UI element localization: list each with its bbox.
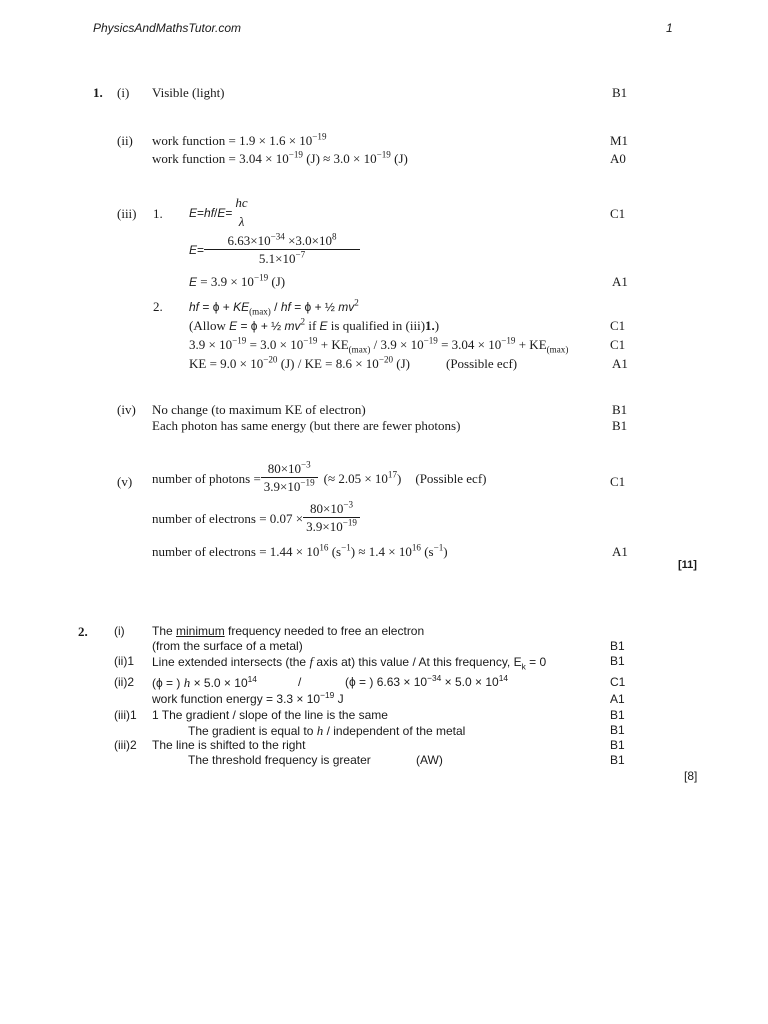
text: axis at) this value / At this frequency, E bbox=[313, 655, 522, 669]
symbol: h bbox=[316, 723, 324, 738]
symbol: E bbox=[189, 205, 198, 220]
expression: = 3.0 × 10 bbox=[246, 337, 304, 352]
expression: if bbox=[305, 318, 320, 333]
symbol: E bbox=[189, 243, 198, 258]
answer-line bbox=[152, 131, 327, 148]
fraction bbox=[232, 196, 250, 230]
expression: (≈ 2.05 × 10 bbox=[323, 470, 388, 486]
answer-text bbox=[345, 673, 509, 689]
expression: ) bbox=[443, 544, 448, 559]
denominator bbox=[261, 477, 318, 494]
mark: C1 bbox=[610, 675, 626, 689]
answer-text bbox=[152, 676, 257, 689]
exponent: −19 bbox=[312, 131, 327, 142]
text: × 5.0 × 10 bbox=[190, 676, 248, 690]
part-label: (ii)2 bbox=[114, 675, 134, 689]
exponent: 16 bbox=[319, 542, 329, 553]
subscript: k bbox=[521, 661, 526, 672]
answer-text: Each photon has same energy (but there are fewer photons) bbox=[152, 418, 461, 433]
text: = 0 bbox=[525, 655, 547, 669]
expression: ) bbox=[397, 470, 402, 486]
exponent: 14 bbox=[247, 674, 257, 684]
answer-text: No change (to maximum KE of electron) bbox=[152, 402, 366, 417]
fraction bbox=[261, 459, 318, 495]
approximation bbox=[323, 469, 402, 486]
expression: 3.9×10 bbox=[263, 479, 301, 495]
question-number: 1. bbox=[93, 85, 103, 100]
equation-line bbox=[189, 297, 359, 317]
exponent: −19 bbox=[501, 335, 516, 346]
mark: A1 bbox=[612, 544, 628, 559]
part-label: (i) bbox=[117, 85, 130, 100]
equation-line bbox=[189, 335, 569, 355]
page-number: 1 bbox=[666, 21, 673, 35]
answer-text: The threshold frequency is greater bbox=[188, 753, 371, 767]
mark: M1 bbox=[610, 133, 629, 148]
subscript: (max) bbox=[546, 344, 569, 355]
operator: = bbox=[197, 243, 205, 258]
symbol: h bbox=[183, 675, 191, 690]
expression: (J) bbox=[393, 356, 411, 371]
symbol: E bbox=[319, 319, 328, 333]
mark: C1 bbox=[610, 206, 626, 221]
expression: number of photons = bbox=[152, 470, 261, 486]
symbol: E bbox=[217, 205, 226, 220]
exponent: −19 bbox=[300, 477, 315, 488]
expression: = ϕ + ½ bbox=[290, 300, 339, 314]
exponent: −19 bbox=[320, 690, 335, 700]
symbol: hf bbox=[189, 300, 200, 314]
answer-text: 1 The gradient / slope of the line is the same bbox=[152, 708, 388, 722]
text: Line extended intersects (the bbox=[152, 655, 310, 669]
subscript: (max) bbox=[249, 306, 271, 317]
exponent: −19 bbox=[423, 335, 438, 346]
fraction bbox=[303, 499, 360, 535]
symbol: mv bbox=[338, 300, 355, 314]
fraction bbox=[204, 231, 360, 267]
sub-part-number: 2. bbox=[153, 299, 163, 314]
substitution bbox=[189, 231, 360, 267]
expression: (J) bbox=[268, 274, 286, 289]
ecf-note: (Possible ecf) bbox=[446, 356, 518, 371]
mark: B1 bbox=[610, 708, 625, 722]
electrons-line bbox=[152, 499, 360, 535]
exponent: −7 bbox=[295, 249, 306, 260]
expression: ) bbox=[434, 318, 440, 333]
operator: / bbox=[214, 205, 218, 220]
exponent: −1 bbox=[341, 542, 351, 553]
expression: = 3.9 × 10 bbox=[197, 274, 254, 289]
expression: = ϕ + bbox=[199, 300, 234, 314]
expression: (J) bbox=[390, 151, 408, 166]
answer-text bbox=[152, 625, 424, 637]
question-total: [11] bbox=[678, 559, 697, 571]
answer-text: The line is shifted to the right bbox=[152, 738, 306, 752]
numerator bbox=[265, 459, 314, 477]
exponent: −34 bbox=[270, 231, 285, 242]
mark: C1 bbox=[610, 318, 626, 333]
mark: B1 bbox=[610, 753, 625, 767]
part-label: (v) bbox=[117, 474, 133, 489]
exponent: 17 bbox=[387, 469, 398, 480]
answer-text: (from the surface of a metal) bbox=[152, 639, 303, 653]
answer-text bbox=[152, 690, 344, 706]
expression: = ϕ + ½ bbox=[237, 319, 285, 333]
part-label: (ii)1 bbox=[114, 654, 134, 668]
exponent: −19 bbox=[288, 149, 303, 160]
part-label: (i) bbox=[114, 624, 125, 638]
text: frequency needed to free an electron bbox=[224, 624, 425, 638]
question-total: [8] bbox=[684, 769, 698, 783]
ecf-note: (Possible ecf) bbox=[415, 470, 487, 486]
text: (ϕ = ) bbox=[152, 676, 184, 690]
symbol: E bbox=[229, 319, 238, 333]
expression: = 3.04 × 10 bbox=[437, 337, 502, 352]
mark: B1 bbox=[610, 639, 625, 653]
mark: C1 bbox=[610, 474, 626, 489]
mark: A0 bbox=[610, 151, 626, 166]
expression: + KE bbox=[515, 337, 547, 352]
exponent: −19 bbox=[303, 335, 318, 346]
exponent: 2 bbox=[300, 316, 306, 327]
exponent: −3 bbox=[301, 459, 311, 470]
expression: 80×10 bbox=[267, 461, 302, 476]
numerator bbox=[225, 231, 340, 249]
exponent: −19 bbox=[232, 335, 247, 346]
sub-part-number: 1. bbox=[153, 206, 163, 221]
symbol: E bbox=[189, 275, 198, 289]
mark: B1 bbox=[612, 85, 628, 100]
exponent: −20 bbox=[378, 354, 394, 365]
aw-note: (AW) bbox=[416, 753, 443, 767]
part-label: (iv) bbox=[117, 402, 136, 417]
numerator: hc bbox=[235, 195, 248, 210]
exponent: −19 bbox=[376, 149, 391, 160]
exponent: −19 bbox=[253, 272, 269, 283]
text: J bbox=[334, 692, 344, 706]
reference: 1. bbox=[425, 318, 435, 333]
mark: B1 bbox=[610, 723, 625, 737]
answer-text bbox=[152, 654, 547, 672]
emphasis: minimum bbox=[176, 624, 225, 638]
denominator: λ bbox=[238, 214, 245, 230]
operator: = bbox=[197, 205, 205, 220]
exponent: −19 bbox=[342, 517, 357, 528]
exponent: −34 bbox=[427, 673, 442, 683]
part-label: (ii) bbox=[117, 133, 133, 148]
expression: 80×10 bbox=[310, 501, 344, 516]
part-label: (iii)2 bbox=[114, 738, 137, 752]
symbol: mv bbox=[284, 319, 301, 333]
expression: (s bbox=[420, 544, 434, 559]
expression: (J) ≈ 3.0 × 10 bbox=[302, 151, 377, 166]
equation-line bbox=[189, 354, 411, 371]
answer-text bbox=[188, 724, 465, 737]
expression: + KE bbox=[317, 337, 349, 352]
exponent: 14 bbox=[498, 673, 509, 683]
symbol: hf bbox=[204, 205, 215, 220]
text: The gradient is equal to bbox=[188, 724, 317, 738]
expression: KE = 9.0 × 10 bbox=[189, 356, 264, 371]
electrons-result bbox=[152, 542, 448, 559]
part-label: (iii)1 bbox=[114, 708, 137, 722]
expression: ×3.0×10 bbox=[284, 233, 332, 248]
text: (ϕ = ) 6.63 × 10 bbox=[345, 675, 428, 689]
expression: number of electrons = 1.44 × 10 bbox=[152, 544, 320, 559]
denominator bbox=[303, 517, 360, 534]
operator: / bbox=[270, 300, 281, 314]
expression: / 3.9 × 10 bbox=[370, 337, 424, 352]
mark: A1 bbox=[612, 356, 628, 371]
expression: ) ≈ 1.4 × 10 bbox=[350, 544, 412, 559]
denominator bbox=[204, 249, 360, 266]
site-header: PhysicsAndMathsTutor.com bbox=[93, 21, 242, 35]
expression: 5.1×10 bbox=[258, 251, 296, 267]
text: × 5.0 × 10 bbox=[441, 675, 499, 689]
text: The bbox=[152, 624, 177, 638]
exponent: 8 bbox=[332, 231, 337, 242]
expression: work function = 3.04 × 10 bbox=[152, 151, 289, 166]
text: / independent of the metal bbox=[323, 724, 466, 738]
answer-text: Visible (light) bbox=[152, 85, 225, 100]
expression: 6.63×10 bbox=[227, 233, 271, 248]
separator: / bbox=[298, 675, 302, 689]
exponent: 16 bbox=[411, 542, 421, 553]
mark: B1 bbox=[610, 738, 625, 752]
question-number: 2. bbox=[78, 624, 88, 639]
symbol: f bbox=[309, 654, 314, 669]
subscript: (max) bbox=[348, 344, 371, 355]
mark: B1 bbox=[612, 418, 628, 433]
exponent: −1 bbox=[433, 542, 444, 553]
result bbox=[189, 272, 286, 289]
exponent: −3 bbox=[343, 499, 354, 510]
part-label: (iii) bbox=[117, 206, 137, 221]
text: work function energy = 3.3 × 10 bbox=[152, 692, 321, 706]
exponent: 2 bbox=[354, 297, 359, 308]
mark: C1 bbox=[610, 337, 626, 352]
expression: (J) / KE = 8.6 × 10 bbox=[277, 356, 379, 371]
expression: work function = 1.9 × 1.6 × 10 bbox=[152, 133, 313, 148]
expression: (Allow bbox=[189, 318, 230, 333]
answer-line bbox=[152, 149, 408, 166]
mark: A1 bbox=[610, 692, 625, 706]
mark: B1 bbox=[612, 402, 628, 417]
expression: 3.9 × 10 bbox=[189, 337, 233, 352]
expression: number of electrons = 0.07 × bbox=[152, 510, 304, 526]
numerator bbox=[307, 499, 356, 517]
expression: is qualified in (iii) bbox=[327, 318, 426, 333]
operator: = bbox=[225, 205, 233, 220]
mark: A1 bbox=[612, 274, 628, 289]
photons-line bbox=[152, 459, 487, 495]
formula bbox=[189, 196, 251, 230]
symbol: KE bbox=[233, 300, 250, 314]
mark: B1 bbox=[610, 654, 625, 668]
exponent: −20 bbox=[263, 354, 278, 365]
expression: 3.9×10 bbox=[306, 519, 343, 535]
symbol: hf bbox=[280, 300, 291, 314]
equation-line bbox=[189, 316, 440, 333]
expression: (s bbox=[328, 544, 342, 559]
